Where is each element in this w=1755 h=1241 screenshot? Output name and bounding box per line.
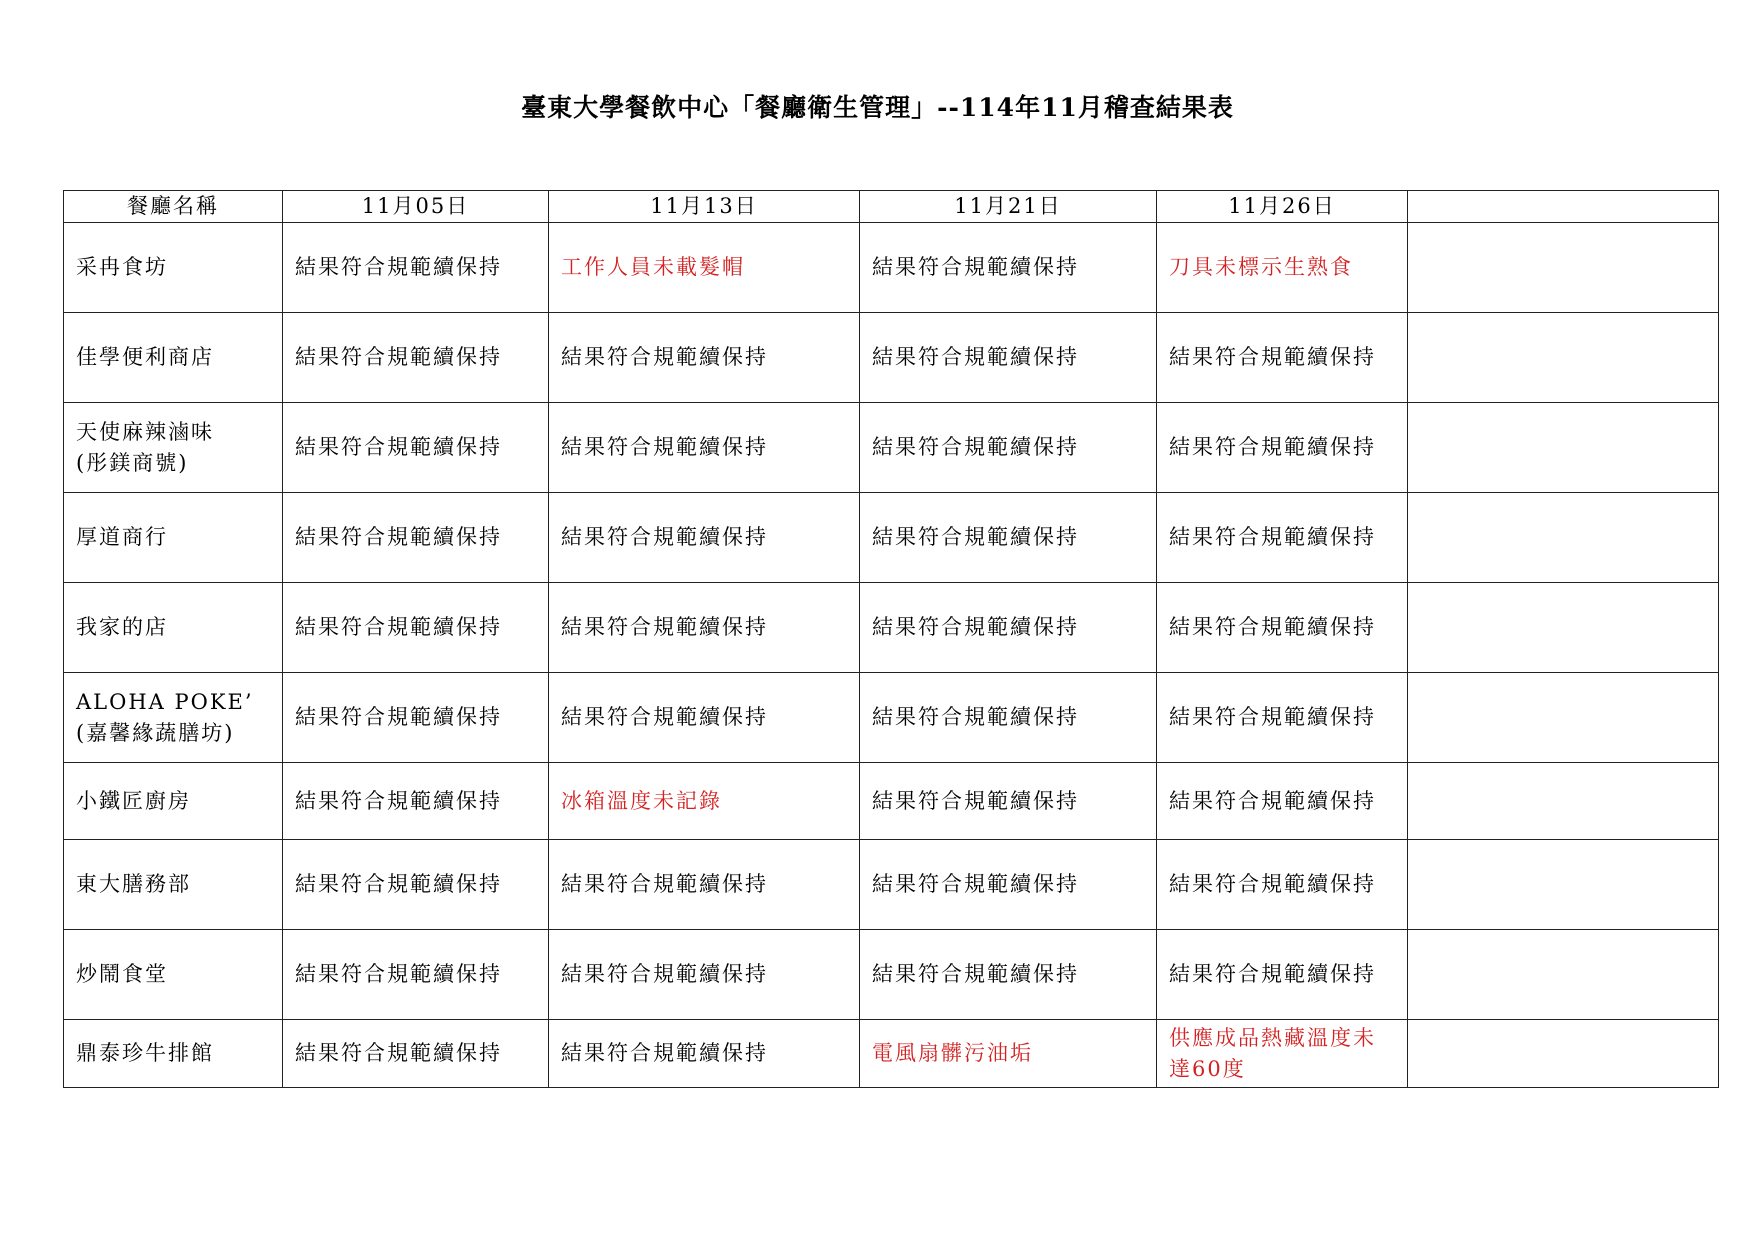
restaurant-name-line: 小鐵匠廚房 <box>76 788 191 813</box>
table-row <box>64 403 1719 493</box>
inspection-result-ok: 結果符合規範續保持 <box>1157 763 1408 840</box>
restaurant-name-cell <box>64 313 283 403</box>
restaurant-name-cell <box>64 840 283 930</box>
table-row <box>64 763 1719 840</box>
header-date-1126: 11月26日 <box>1157 191 1408 223</box>
inspection-result-ok: 結果符合規範續保持 <box>1157 840 1408 930</box>
restaurant-name-line: 厚道商行 <box>76 525 168 549</box>
restaurant-name-line: (彤鎂商號) <box>76 450 189 475</box>
inspection-result-ok: 結果符合規範續保持 <box>283 583 549 673</box>
inspection-result-ok: 結果符合規範續保持 <box>1157 930 1408 1020</box>
restaurant-name-line: 佳學便利商店 <box>76 345 214 369</box>
restaurant-name-line: 鼎泰珍牛排館 <box>76 1041 214 1065</box>
header-date-1121: 11月21日 <box>860 191 1157 223</box>
inspection-result-ok: 結果符合規範續保持 <box>283 493 549 583</box>
table-row <box>64 673 1719 763</box>
blank-cell <box>1408 223 1719 313</box>
inspection-result-ok: 結果符合規範續保持 <box>549 840 860 930</box>
table-row <box>64 493 1719 583</box>
restaurant-name-line: 炒鬧食堂 <box>76 962 168 986</box>
inspection-result-ok: 結果符合規範續保持 <box>283 840 549 930</box>
inspection-result-violation: 供應成品熱藏溫度未達60度 <box>1157 1020 1408 1088</box>
table-header-row <box>64 191 1719 223</box>
inspection-result-ok: 結果符合規範續保持 <box>549 1020 860 1088</box>
table-row <box>64 840 1719 930</box>
inspection-result-ok: 結果符合規範續保持 <box>283 673 549 763</box>
inspection-result-ok: 結果符合規範續保持 <box>1157 493 1408 583</box>
header-blank <box>1408 191 1719 223</box>
inspection-result-ok: 結果符合規範續保持 <box>860 493 1157 583</box>
inspection-result-ok: 結果符合規範續保持 <box>860 403 1157 493</box>
inspection-result-ok: 結果符合規範續保持 <box>860 223 1157 313</box>
restaurant-name-cell <box>64 493 283 583</box>
table-row <box>64 930 1719 1020</box>
blank-cell <box>1408 840 1719 930</box>
header-date-1105: 11月05日 <box>283 191 549 223</box>
inspection-result-ok: 結果符合規範續保持 <box>860 313 1157 403</box>
blank-cell <box>1408 493 1719 583</box>
blank-cell <box>1408 930 1719 1020</box>
restaurant-name-line: 天使麻辣滷味 <box>76 419 214 444</box>
restaurant-name-line: 我家的店 <box>76 615 168 639</box>
restaurant-name-cell <box>64 403 283 493</box>
inspection-result-violation: 工作人員未載髮帽 <box>549 223 860 313</box>
restaurant-name-line: (嘉馨緣蔬膳坊) <box>76 720 235 745</box>
inspection-result-ok: 結果符合規範續保持 <box>860 840 1157 930</box>
blank-cell <box>1408 763 1719 840</box>
inspection-result-ok: 結果符合規範續保持 <box>549 403 860 493</box>
restaurant-name-line: 東大膳務部 <box>76 872 191 896</box>
blank-cell <box>1408 403 1719 493</box>
inspection-results-table <box>63 190 1719 1088</box>
restaurant-name-cell <box>64 1020 283 1088</box>
inspection-result-ok: 結果符合規範續保持 <box>549 583 860 673</box>
inspection-result-ok: 結果符合規範續保持 <box>860 930 1157 1020</box>
inspection-result-ok: 結果符合規範續保持 <box>283 930 549 1020</box>
restaurant-name-cell <box>64 583 283 673</box>
inspection-result-ok: 結果符合規範續保持 <box>549 493 860 583</box>
inspection-result-ok: 結果符合規範續保持 <box>860 583 1157 673</box>
inspection-result-ok: 結果符合規範續保持 <box>549 673 860 763</box>
restaurant-name-line: ALOHA POKE’ <box>76 689 254 714</box>
inspection-result-ok: 結果符合規範續保持 <box>1157 313 1408 403</box>
inspection-result-ok: 結果符合規範續保持 <box>1157 403 1408 493</box>
restaurant-name-cell <box>64 763 283 840</box>
inspection-result-ok: 結果符合規範續保持 <box>283 763 549 840</box>
inspection-result-violation: 冰箱溫度未記錄 <box>549 763 860 840</box>
inspection-result-violation: 刀具未標示生熟食 <box>1157 223 1408 313</box>
table-body <box>64 223 1719 1088</box>
header-date-1113: 11月13日 <box>549 191 860 223</box>
restaurant-name-line: 采冉食坊 <box>76 255 168 279</box>
inspection-result-ok: 結果符合規範續保持 <box>283 223 549 313</box>
inspection-result-ok: 結果符合規範續保持 <box>549 313 860 403</box>
restaurant-name-cell <box>64 930 283 1020</box>
inspection-result-ok: 結果符合規範續保持 <box>283 1020 549 1088</box>
inspection-result-ok: 結果符合規範續保持 <box>1157 673 1408 763</box>
blank-cell <box>1408 673 1719 763</box>
inspection-result-ok: 結果符合規範續保持 <box>549 930 860 1020</box>
restaurant-name-cell <box>64 673 283 763</box>
blank-cell <box>1408 1020 1719 1088</box>
table-row <box>64 223 1719 313</box>
header-restaurant-name: 餐廳名稱 <box>64 191 283 223</box>
restaurant-name-cell <box>64 223 283 313</box>
inspection-result-ok: 結果符合規範續保持 <box>860 673 1157 763</box>
inspection-result-ok: 結果符合規範續保持 <box>283 403 549 493</box>
table-row <box>64 1020 1719 1088</box>
inspection-result-ok: 結果符合規範續保持 <box>860 763 1157 840</box>
inspection-result-ok: 結果符合規範續保持 <box>1157 583 1408 673</box>
blank-cell <box>1408 313 1719 403</box>
inspection-result-violation: 電風扇髒污油垢 <box>860 1020 1157 1088</box>
table-row <box>64 313 1719 403</box>
inspection-result-ok: 結果符合規範續保持 <box>283 313 549 403</box>
table-row <box>64 583 1719 673</box>
blank-cell <box>1408 583 1719 673</box>
page-title: 臺東大學餐飲中心「餐廳衛生管理」--114年11月稽查結果表 <box>521 93 1234 122</box>
